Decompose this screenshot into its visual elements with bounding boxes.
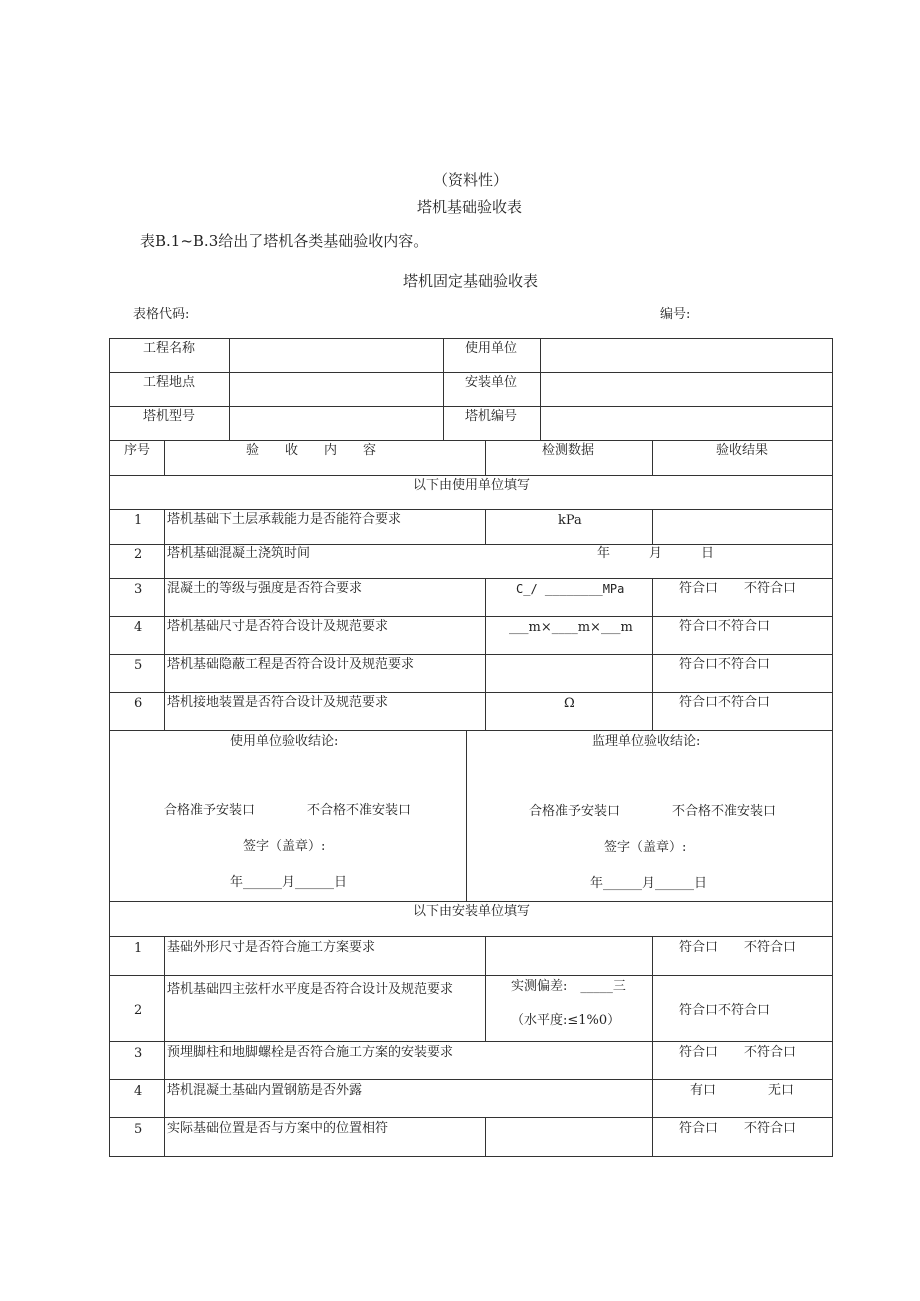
grid-line [540,338,541,440]
grid-line [109,338,833,339]
row-result: 符合口不符合口 [679,619,771,634]
row-data: C_/ ________MPa [516,582,625,596]
grid-line [109,901,833,902]
grid-line [229,338,230,440]
row-number: 4 [134,620,143,635]
grid-line [109,730,833,731]
project-site-label: 工程地点 [143,375,196,390]
row-result: 符合口 不符合口 [679,581,797,596]
grid-line [109,1041,833,1042]
conclusion-options: 合格准予安装口 不合格不准安装口 [164,803,412,818]
row-content: 基础外形尺寸是否符合施工方案要求 [167,940,376,955]
grid-line [652,936,653,1156]
grid-line [164,936,165,1156]
grid-line [485,440,486,475]
conclusion-title: 监理单位验收结论: [592,734,701,749]
row-number: 5 [134,1122,143,1137]
grid-line [109,692,833,693]
grid-line [832,338,833,1157]
grid-line [164,509,165,730]
grid-line [652,509,653,544]
grid-line [164,440,165,475]
grid-line [109,654,833,655]
grid-line [109,936,833,937]
user-unit-label: 使用单位 [465,341,518,356]
grid-line [485,578,486,730]
grid-line [466,730,467,901]
conclusion-date: 年______月______日 [590,876,708,891]
row-content: 塔机基础下土层承载能力是否能符合要求 [167,512,402,527]
row-content: 实际基础位置是否与方案中的位置相符 [167,1121,389,1136]
grid-line [485,936,486,1041]
grid-line [109,578,833,579]
header-seq: 序号 [124,443,151,458]
row-content: 预埋脚柱和地脚螺栓是否符合施工方案的安装要求 [167,1045,454,1060]
grid-line [652,578,653,730]
row-result: 符合口 不符合口 [679,1045,797,1060]
table-title: 塔机固定基础验收表 [403,272,539,290]
section-install-fill: 以下由安装单位填写 [413,904,531,919]
grid-line [109,544,833,545]
conclusion-date: 年______月______日 [230,875,348,890]
row-data: Ω [564,696,575,711]
row-result: 符合口 不符合口 [679,940,797,955]
row-result: 符合口不符合口 [679,1003,771,1018]
grid-line [652,440,653,475]
row-data: 年 月 日 [597,546,715,561]
row-number: 4 [134,1084,143,1099]
header-data: 检测数据 [542,443,595,458]
row-number: 6 [134,696,143,711]
grid-line [109,338,110,1157]
grid-line [109,440,833,441]
grid-line [109,616,833,617]
crane-model-label: 塔机型号 [143,409,196,424]
grid-line [485,509,486,544]
conclusion-signature: 签字（盖章）: [604,840,687,855]
row-result: 符合口不符合口 [679,657,771,672]
header-result: 验收结果 [716,443,769,458]
grid-line [109,1117,833,1118]
install-unit-label: 安装单位 [465,375,518,390]
row-result: 有口 无口 [690,1083,795,1098]
row-content: 塔机基础四主弦杆水平度是否符合设计及规范要求 [167,982,454,997]
row-data: ___m×____m×___m [509,620,633,635]
row-number: 5 [134,658,143,673]
row-data-line2: （水平度:≤1%0） [511,1013,621,1028]
conclusion-title: 使用单位验收结论: [230,734,339,749]
intro-text: 表B.1~B.3给出了塔机各类基础验收内容。 [140,232,429,250]
grid-line [109,372,833,373]
grid-line [109,1156,833,1157]
row-number: 1 [134,941,143,956]
row-number: 2 [134,547,143,562]
row-data-line1: 实测偏差: _____三 [511,979,626,994]
form-code-label: 表格代码: [133,307,190,322]
row-number: 3 [134,582,143,597]
row-data: kPa [558,513,582,528]
conclusion-signature: 签字（盖章）: [243,839,326,854]
grid-line [109,975,833,976]
number-label: 编号: [660,307,691,322]
grid-line [109,509,833,510]
grid-line [109,1079,833,1080]
row-content: 塔机基础隐蔽工程是否符合设计及规范要求 [167,657,415,672]
row-content: 塔机基础尺寸是否符合设计及规范要求 [167,619,389,634]
row-content: 塔机混凝土基础内置钢筋是否外露 [167,1083,363,1098]
conclusion-options: 合格准予安装口 不合格不准安装口 [529,804,777,819]
row-result: 符合口不符合口 [679,695,771,710]
header-content: 验 收 内 容 [246,443,377,458]
crane-number-label: 塔机编号 [465,409,518,424]
row-number: 2 [134,1003,143,1018]
row-content: 混凝土的等级与强度是否符合要求 [167,581,363,596]
row-content: 塔机接地装置是否符合设计及规范要求 [167,695,389,710]
grid-line [443,338,444,440]
grid-line [485,1117,486,1156]
row-number: 3 [134,1046,143,1061]
row-number: 1 [134,513,143,528]
document-title: 塔机基础验收表 [417,198,523,216]
project-name-label: 工程名称 [143,341,196,356]
informative-label: （资料性） [433,171,509,189]
grid-line [109,406,833,407]
section-user-fill: 以下由使用单位填写 [413,478,531,493]
grid-line [109,475,833,476]
row-result: 符合口 不符合口 [679,1121,797,1136]
row-content: 塔机基础混凝土浇筑时间 [167,546,311,561]
